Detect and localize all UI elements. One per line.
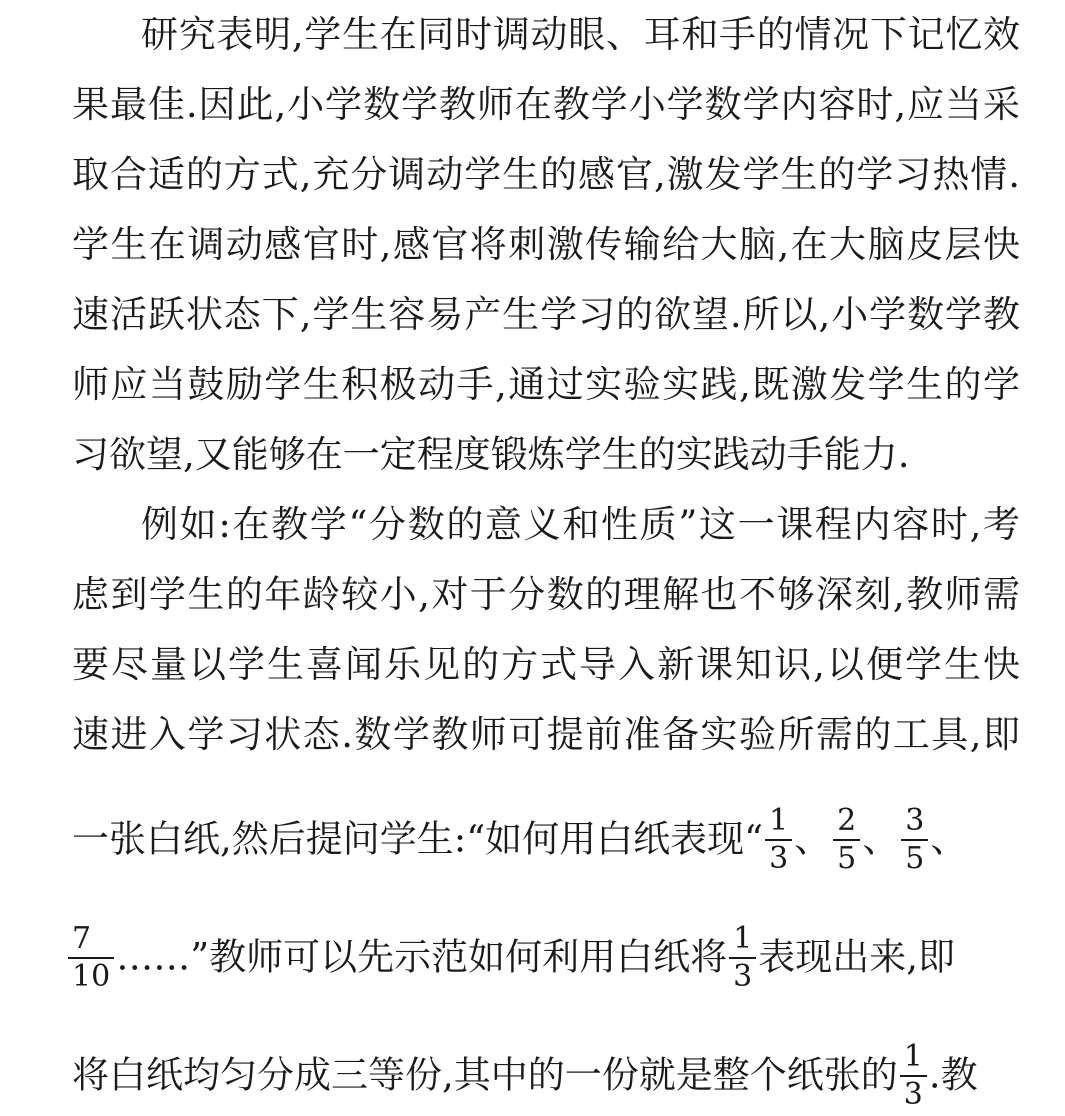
p2-line-7-tail: .教: [928, 1053, 978, 1097]
p2-line-3: 要尽量以学生喜闻乐见的方式导入新课知识,以便学生快: [72, 643, 1020, 686]
fraction-numerator: 2: [833, 803, 860, 841]
p1-line-2: 果最佳.因此,小学数学教师在教学小学数学内容时,应当采: [72, 83, 1020, 126]
fraction-denominator: 10: [72, 959, 111, 994]
p2-line-6: [66, 923, 1014, 997]
fraction-numerator: 7: [68, 921, 114, 959]
fraction-two-fifths: [833, 803, 860, 877]
separator: 、: [930, 817, 968, 861]
p2-line-4: 速进入学习状态.数学教师可提前准备实验所需的工具,即: [72, 713, 1020, 756]
fraction-three-fifths: [901, 803, 928, 877]
fraction-denominator: 3: [903, 1077, 923, 1112]
p1-line-1: 研究表明,学生在同时调动眼、耳和手的情况下记忆效: [141, 13, 1020, 56]
p2-line-5: [72, 805, 1020, 879]
fraction-one-third: [765, 803, 792, 877]
p2-line-7: [72, 1041, 1020, 1115]
fraction-denominator: 5: [905, 841, 925, 876]
p1-line-7: 习欲望,又能够在一定程度锻炼学生的实践动手能力.: [72, 433, 910, 476]
separator: 、: [794, 817, 832, 861]
p2-line-7-text: 将白纸均匀分成三等份,其中的一份就是整个纸张的: [72, 1053, 898, 1097]
p1-line-6: 师应当鼓励学生积极动手,通过实验实践,既激发学生的学: [72, 363, 1020, 406]
p1-line-4: 学生在调动感官时,感官将刺激传输给大脑,在大脑皮层快: [72, 223, 1020, 266]
p1-line-3: 取合适的方式,充分调动学生的感官,激发学生的学习热情.: [72, 153, 1020, 196]
p1-line-5: 速活跃状态下,学生容易产生学习的欲望.所以,小学数学教: [72, 293, 1020, 336]
p2-line-2: 虑到学生的年龄较小,对于分数的理解也不够深刻,教师需: [72, 573, 1020, 616]
fraction-one-third-c: [900, 1039, 927, 1113]
fraction-numerator: 1: [900, 1039, 927, 1077]
p2-line-6-text-b: 表现出来,即: [758, 935, 955, 979]
fraction-denominator: 3: [769, 841, 789, 876]
fraction-denominator: 5: [837, 841, 857, 876]
separator: 、: [862, 817, 900, 861]
fraction-seven-tenths: [68, 921, 114, 995]
fraction-numerator: 1: [765, 803, 792, 841]
fraction-denominator: 3: [733, 959, 753, 994]
p2-line-6-text-a: ……”教师可以先示范如何利用白纸将: [116, 935, 728, 979]
fraction-numerator: 3: [901, 803, 928, 841]
p2-line-1: 例如:在教学“分数的意义和性质”这一课程内容时,考: [141, 503, 1020, 546]
fraction-numerator: 1: [729, 921, 756, 959]
fraction-one-third-b: [729, 921, 756, 995]
p2-line-5-text: 一张白纸,然后提问学生:“如何用白纸表现“: [72, 817, 764, 861]
